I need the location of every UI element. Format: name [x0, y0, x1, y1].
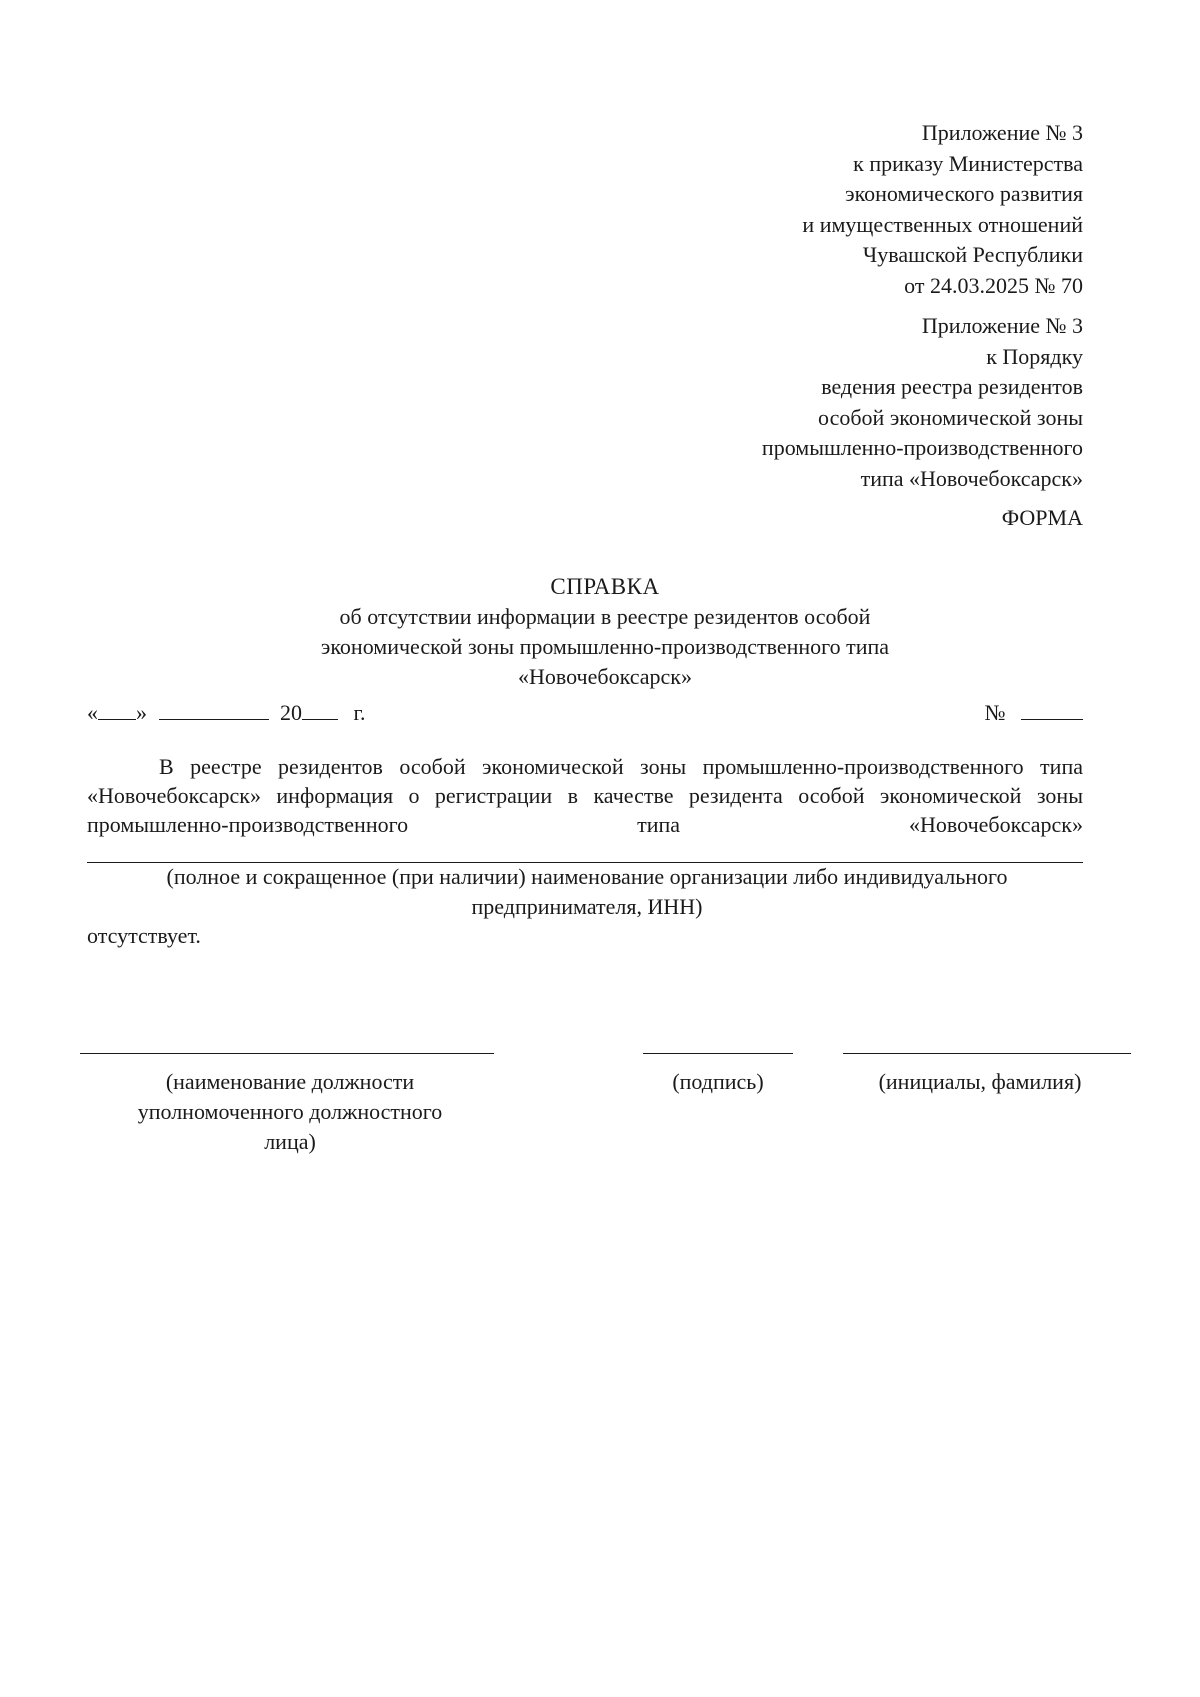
caption-line: (наименование должности	[165, 1069, 415, 1094]
caption-line: уполномоченного должностного	[137, 1099, 443, 1124]
annex-procedure-line: типа «Новочебоксарск»	[860, 465, 1083, 491]
annex-procedure-line: промышленно-производственного	[761, 435, 1083, 460]
annex-procedure-line: к Порядку	[986, 343, 1083, 369]
organization-caption	[87, 862, 1087, 922]
number-blank[interactable]	[1021, 701, 1083, 720]
annex-procedure-line: ведения реестра резидентов	[821, 374, 1083, 399]
signature-blank[interactable]	[643, 1053, 793, 1054]
absent-text: отсутствует.	[87, 923, 201, 948]
document-number-field	[985, 700, 1084, 726]
annex-order-line: от 24.03.2025 № 70	[904, 272, 1083, 298]
year-blank[interactable]	[302, 701, 338, 720]
signature-caption: (подпись)	[672, 1069, 764, 1094]
title-main: СПРАВКА	[550, 574, 660, 599]
full-name-blank[interactable]	[843, 1053, 1131, 1054]
caption-line: лица)	[264, 1129, 316, 1154]
year-suffix: г.	[353, 700, 366, 725]
annex-order-line: Приложение № 3	[921, 120, 1083, 145]
day-blank[interactable]	[98, 701, 136, 720]
form-label: ФОРМА	[1001, 505, 1083, 530]
body-text-line: В реестре резидентов особой экономической зоны промышленно-производственного типа	[159, 754, 1083, 779]
position-blank[interactable]	[80, 1053, 494, 1054]
date-close-quote: »	[136, 700, 147, 725]
year-prefix: 20	[280, 700, 302, 725]
annex-order-line: и имущественных отношений	[802, 211, 1083, 237]
title-line: «Новочебоксарск»	[518, 664, 692, 689]
title-line: об отсутствии информации в реестре резидентов особой	[339, 604, 871, 629]
date-open-quote: «	[87, 700, 98, 725]
annex-procedure-line: особой экономической зоны	[818, 404, 1083, 430]
annex-procedure-header	[762, 311, 1083, 494]
annex-order-header	[802, 118, 1083, 301]
annex-order-line: экономического развития	[845, 181, 1083, 206]
number-label: №	[984, 700, 1006, 725]
document-title	[0, 572, 1200, 692]
caption-line: (полное и сокращенное (при наличии) наименование организации либо индивидуального	[166, 864, 1008, 889]
body-text-line: «Новочебоксарск» информация о регистрации в качестве резидента особой экономической зоны	[87, 783, 1083, 808]
title-line: экономической зоны промышленно-производственного типа	[320, 634, 890, 659]
caption-line: предпринимателя, ИНН)	[471, 894, 703, 919]
annex-procedure-line: Приложение № 3	[921, 313, 1083, 338]
name-caption: (инициалы, фамилия)	[878, 1069, 1082, 1094]
annex-order-line: Чувашской Республики	[862, 242, 1083, 267]
date-field	[87, 700, 366, 726]
month-blank[interactable]	[159, 701, 269, 720]
annex-order-line: к приказу Министерства	[853, 150, 1083, 176]
position-caption	[100, 1067, 480, 1157]
body-text-line: промышленно-производственного типа «Новочебоксарск»	[87, 812, 1083, 837]
